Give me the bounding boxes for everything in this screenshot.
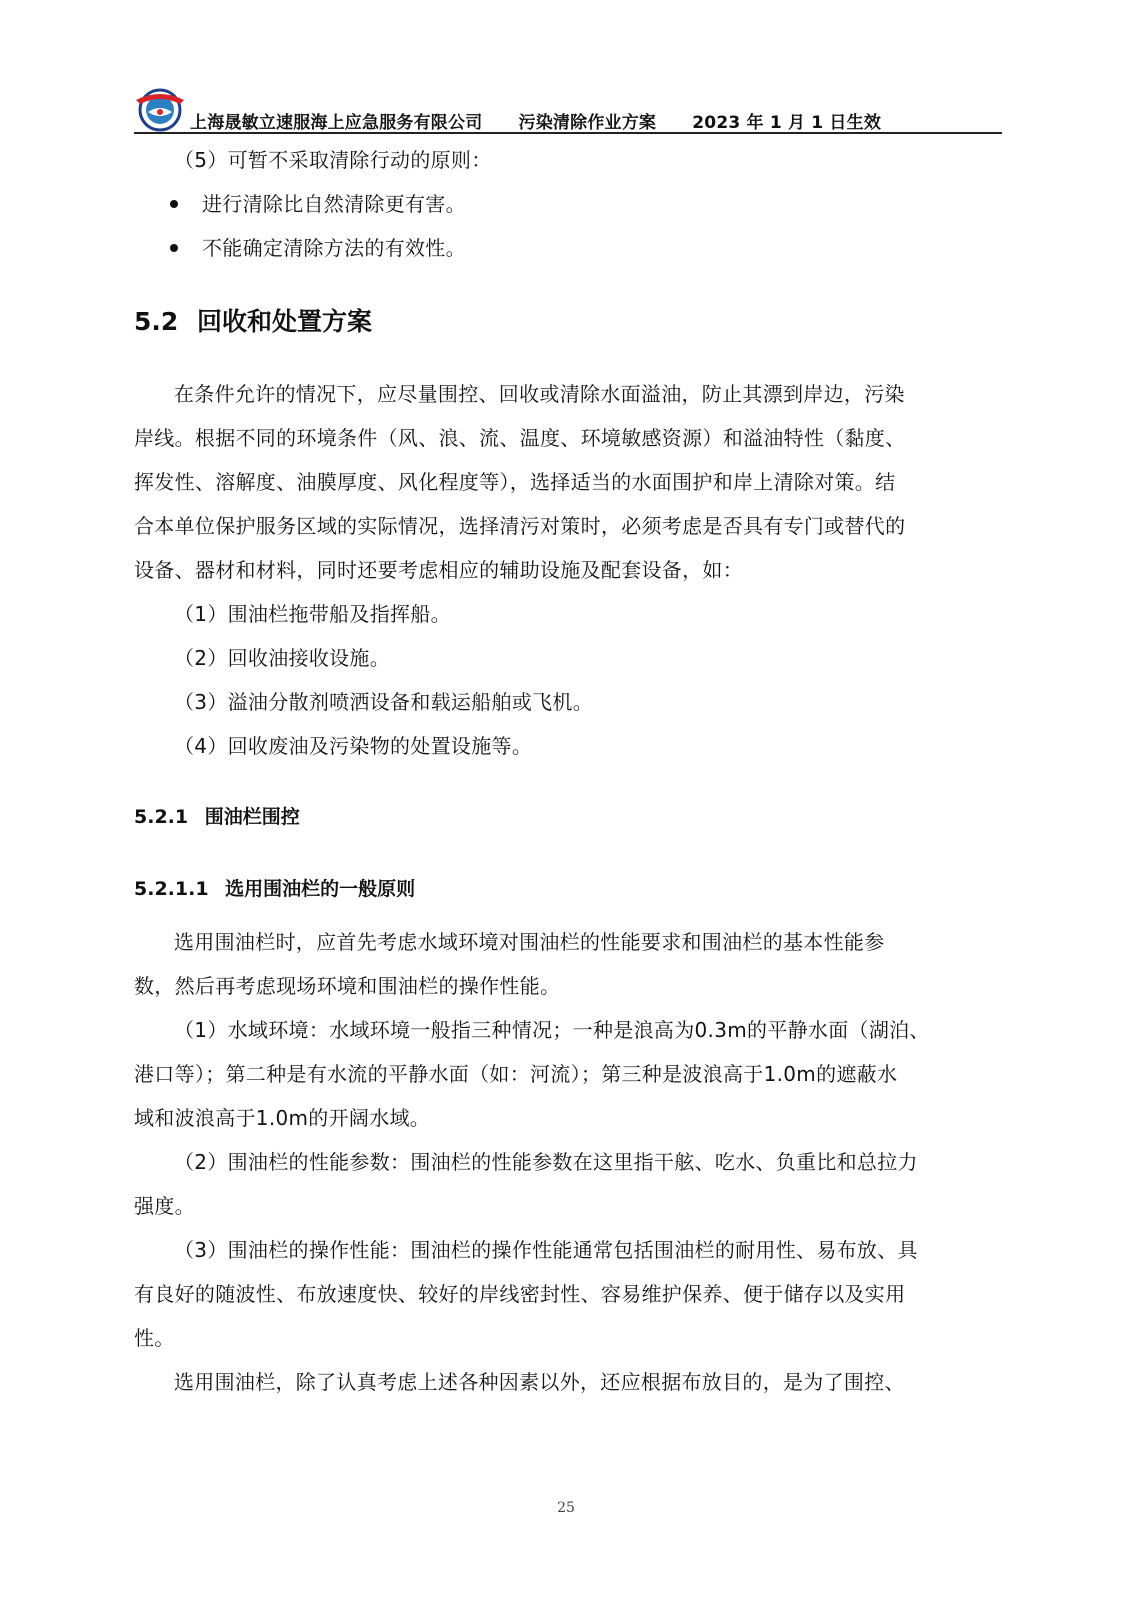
page-number: 25 xyxy=(557,1500,575,1516)
section-heading-5-2-1 xyxy=(134,802,300,829)
paragraph-line: （2）围油栏的性能参数：围油栏的性能参数在这里指干舷、吃水、负重比和总拉力 xyxy=(174,1150,918,1174)
paragraph-line: 数，然后再考虑现场环境和围油栏的操作性能。 xyxy=(134,974,561,998)
paragraph-line: 岸线。根据不同的环境条件（风、浪、流、温度、环境敏感资源）和溢油特性（黏度、 xyxy=(134,426,906,450)
header-company-name: 上海晟敏立速服海上应急服务有限公司 xyxy=(190,113,483,133)
header-effective-date: 2023 年 1 月 1 日生效 xyxy=(692,113,882,133)
section-heading-5-2-1-1 xyxy=(134,874,415,901)
bullet-icon xyxy=(170,200,178,208)
section-heading-5-2 xyxy=(134,302,372,338)
list-item: （2）回收油接收设施。 xyxy=(174,646,391,670)
paragraph-line: 选用围油栏，除了认真考虑上述各种因素以外，还应根据布放目的，是为了围控、 xyxy=(174,1370,905,1394)
bullet-item xyxy=(134,226,1002,270)
list-item: （1）围油栏拖带船及指挥船。 xyxy=(174,602,451,626)
section-number: 5.2.1 xyxy=(134,806,189,828)
paragraph-line: （1）水域环境：水域环境一般指三种情况；一种是浪高为0.3m的平静水面（湖泊、 xyxy=(174,1018,930,1042)
header-plan-title: 污染清除作业方案 xyxy=(518,113,657,133)
paragraph-line: 有良好的随波性、布放速度快、较好的岸线密封性、容易维护保养、便于储存以及实用 xyxy=(134,1282,906,1306)
intro-item-5: （5）可暂不采取清除行动的原则： xyxy=(174,148,492,172)
intro-block xyxy=(134,138,1002,270)
section-5-2-1-1-body xyxy=(134,920,1002,1404)
header-divider xyxy=(134,132,1002,134)
section-5-2-paragraph xyxy=(134,372,1002,768)
paragraph-line: 设备、器材和材料，同时还要考虑相应的辅助设施及配套设备，如： xyxy=(134,558,743,582)
bullet-text: 进行清除比自然清除更有害。 xyxy=(202,192,466,216)
paragraph-line: 性。 xyxy=(134,1326,175,1350)
paragraph-line: 选用围油栏时，应首先考虑水域环境对围油栏的性能要求和围油栏的基本性能参 xyxy=(174,930,885,954)
paragraph-line: 合本单位保护服务区域的实际情况，选择清污对策时，必须考虑是否具有专门或替代的 xyxy=(134,514,906,538)
bullet-icon xyxy=(170,244,178,252)
bullet-item xyxy=(134,182,1002,226)
paragraph-line: 港口等）；第二种是有水流的平静水面（如：河流）；第三种是波浪高于1.0m的遮蔽水 xyxy=(134,1062,898,1086)
section-number: 5.2 xyxy=(134,307,179,336)
paragraph-line: （3）围油栏的操作性能：围油栏的操作性能通常包括围油栏的耐用性、易布放、具 xyxy=(174,1238,918,1262)
paragraph-line: 在条件允许的情况下，应尽量围控、回收或清除水面溢油，防止其漂到岸边，污染 xyxy=(174,382,905,406)
section-title: 选用围油栏的一般原则 xyxy=(225,878,416,900)
list-item: （3）溢油分散剂喷洒设备和载运船舶或飞机。 xyxy=(174,690,594,714)
section-title: 回收和处置方案 xyxy=(197,307,373,336)
paragraph-line: 强度。 xyxy=(134,1194,195,1218)
list-item: （4）回收废油及污染物的处置设施等。 xyxy=(174,734,533,758)
company-logo-icon xyxy=(134,86,186,134)
header-text xyxy=(190,108,881,133)
paragraph-line: 挥发性、溶解度、油膜厚度、风化程度等），选择适当的水面围护和岸上清除对策。结 xyxy=(134,470,896,494)
section-number: 5.2.1.1 xyxy=(134,878,209,900)
bullet-text: 不能确定清除方法的有效性。 xyxy=(202,236,466,260)
section-title: 围油栏围控 xyxy=(204,806,300,828)
page-header xyxy=(134,86,1002,134)
paragraph-line: 域和波浪高于1.0m的开阔水域。 xyxy=(134,1106,431,1130)
